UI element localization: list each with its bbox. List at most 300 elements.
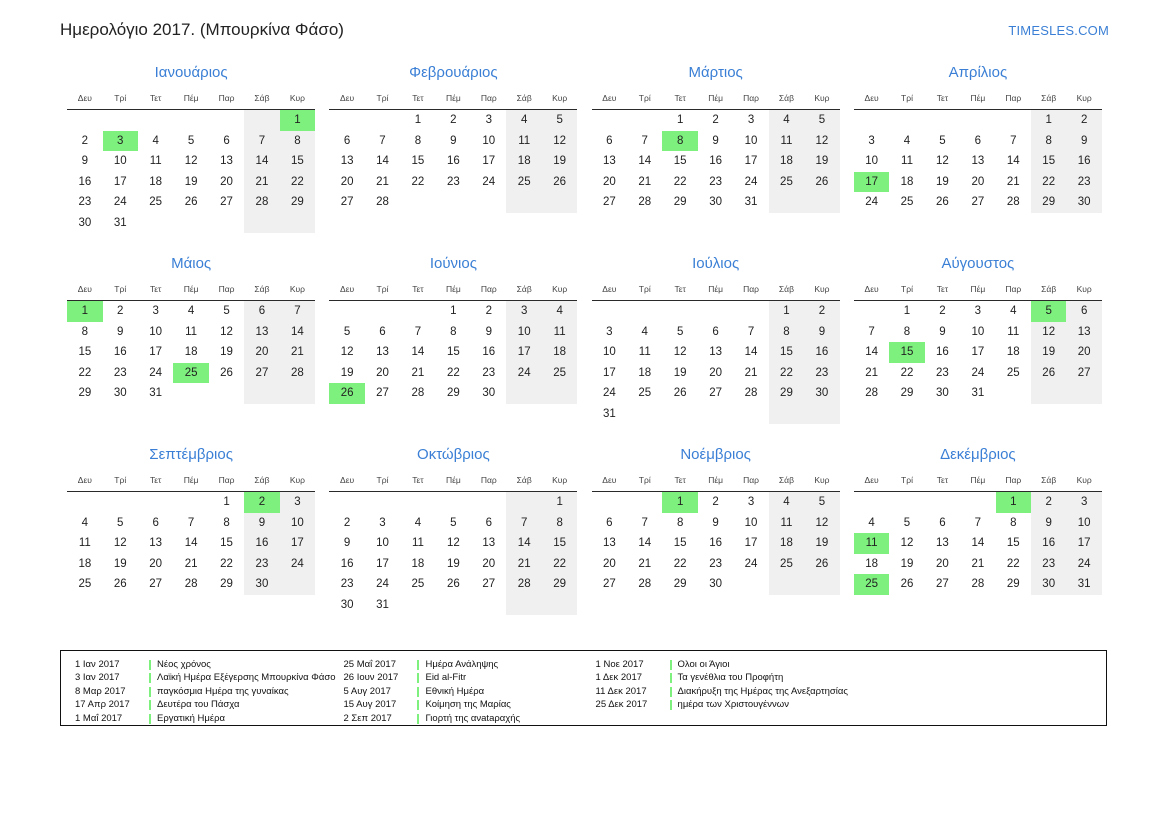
day-cell-holiday: 25 <box>854 574 889 595</box>
weekday-header: Κυρ <box>1066 91 1101 110</box>
day-cell: 20 <box>376 366 389 379</box>
week-row <box>854 574 1102 595</box>
day-cell-empty <box>592 301 627 322</box>
day-cell: 13 <box>376 346 389 359</box>
day-cell: 22 <box>446 366 460 379</box>
day-cell-empty <box>436 595 471 616</box>
week-row <box>592 110 840 131</box>
weekday-header: Δευ <box>329 91 364 110</box>
day-cell: 18 <box>149 175 163 188</box>
day-cell: 31 <box>602 407 616 420</box>
day-cell-empty <box>173 213 208 234</box>
week-row <box>854 492 1102 513</box>
month-table <box>329 282 577 404</box>
legend-date: 25 Μαΐ 2017 <box>343 659 396 670</box>
weekday-header: Δευ <box>854 91 889 110</box>
week-row <box>592 131 840 152</box>
day-cell-empty <box>854 110 889 131</box>
legend-color-swatch <box>670 660 672 670</box>
day-cell: 21 <box>376 175 389 188</box>
day-cell: 22 <box>1031 172 1066 193</box>
day-cell: 4 <box>414 516 422 529</box>
day-cell-empty <box>244 110 279 131</box>
weekday-header: Τετ <box>400 91 435 110</box>
day-cell-holiday: 1 <box>662 492 697 513</box>
month-table <box>854 473 1102 595</box>
day-cell: 23 <box>709 557 722 570</box>
day-cell: 29 <box>1031 192 1066 213</box>
day-cell: 3 <box>1066 492 1101 513</box>
day-cell: 11 <box>149 155 162 168</box>
day-cell: 21 <box>184 557 198 570</box>
day-cell: 30 <box>340 598 354 611</box>
week-row <box>67 383 315 404</box>
day-cell: 30 <box>113 387 127 400</box>
day-cell: 13 <box>1066 322 1101 343</box>
day-cell: 13 <box>244 322 279 343</box>
legend-holiday-name: Νέος χρόνος <box>157 659 211 670</box>
month-table <box>592 91 840 213</box>
weekday-header: Πέμ <box>698 282 733 301</box>
legend-color-swatch <box>149 714 151 724</box>
weekday-header: Σάβ <box>769 91 804 110</box>
day-cell: 27 <box>709 387 722 400</box>
day-cell: 21 <box>280 342 315 363</box>
day-cell: 15 <box>78 346 92 359</box>
day-cell: 7 <box>187 516 195 529</box>
week-row <box>329 322 577 343</box>
day-cell: 11 <box>185 325 198 338</box>
month-title: Ιούνιος <box>429 255 477 272</box>
month-title: Φεβρουάριος <box>409 64 498 81</box>
day-cell-empty <box>506 192 541 213</box>
day-cell: 6 <box>939 516 946 529</box>
day-cell: 28 <box>971 578 985 591</box>
legend-row <box>343 698 587 711</box>
day-cell: 25 <box>769 554 804 575</box>
day-cell: 15 <box>769 342 804 363</box>
day-cell: 15 <box>1006 537 1020 550</box>
day-cell: 25 <box>769 172 804 193</box>
weekday-header: Δευ <box>592 473 627 492</box>
legend-color-swatch <box>417 673 419 683</box>
week-row <box>67 151 315 172</box>
day-cell-empty <box>698 404 733 425</box>
day-cell: 17 <box>113 175 127 188</box>
day-cell-empty <box>627 110 662 131</box>
day-cell-empty <box>365 301 400 322</box>
day-cell: 2 <box>343 516 351 529</box>
week-row <box>329 574 577 595</box>
weekday-header: Κυρ <box>804 91 839 110</box>
day-cell-empty <box>365 492 400 513</box>
day-cell: 16 <box>709 537 722 550</box>
week-row <box>329 383 577 404</box>
day-cell: 13 <box>602 537 616 550</box>
day-cell: 9 <box>712 516 719 529</box>
week-row <box>67 554 315 575</box>
day-cell: 21 <box>638 175 652 188</box>
day-cell: 14 <box>184 537 198 550</box>
day-cell-empty <box>925 492 960 513</box>
legend-holiday-name: Ολοι οι Άγιοι <box>677 659 730 670</box>
day-cell: 7 <box>414 325 422 338</box>
day-cell: 16 <box>804 342 839 363</box>
day-cell: 31 <box>744 196 758 209</box>
day-cell-empty <box>889 110 924 131</box>
day-cell: 7 <box>747 325 755 338</box>
day-cell: 5 <box>117 516 124 529</box>
day-cell: 22 <box>673 557 687 570</box>
day-cell: 7 <box>280 301 315 322</box>
day-cell-empty <box>627 404 662 425</box>
day-cell: 12 <box>1031 322 1066 343</box>
month-title: Σεπτέμβριος <box>149 446 233 463</box>
day-cell: 16 <box>936 346 949 359</box>
day-cell: 7 <box>641 134 648 147</box>
month-title: Μάιος <box>171 255 212 272</box>
day-cell: 21 <box>744 366 758 379</box>
day-cell: 25 <box>411 578 425 591</box>
weekday-header: Κυρ <box>542 91 577 110</box>
day-cell: 22 <box>78 366 92 379</box>
week-row <box>67 110 315 131</box>
day-cell: 23 <box>1066 172 1101 193</box>
legend-holiday-name: Τα γενέθλια του Προφήτη <box>677 672 784 684</box>
month-block <box>67 64 315 233</box>
week-row <box>592 342 840 363</box>
weekday-header: Δευ <box>592 91 627 110</box>
day-cell: 3 <box>280 492 315 513</box>
weekday-header: Σάβ <box>1031 473 1066 492</box>
day-cell-empty <box>996 110 1031 131</box>
week-row <box>592 151 840 172</box>
weekday-header: Πέμ <box>698 473 733 492</box>
day-cell: 10 <box>971 325 985 338</box>
day-cell-empty <box>244 383 279 404</box>
legend-date: 17 Απρ 2017 <box>75 699 130 711</box>
legend-holiday-name: Εργατική Ημέρα <box>157 712 225 724</box>
day-cell: 3 <box>974 305 982 318</box>
day-cell: 19 <box>804 151 839 172</box>
month-block <box>592 446 840 615</box>
day-cell: 31 <box>1066 574 1101 595</box>
day-cell: 3 <box>485 114 492 127</box>
month-title: Μάρτιος <box>688 64 743 81</box>
weekday-header: Παρ <box>209 282 244 301</box>
day-cell: 3 <box>152 305 159 318</box>
weekday-header: Τετ <box>400 282 435 301</box>
day-cell-holiday: 26 <box>329 383 364 404</box>
day-cell: 18 <box>900 175 914 188</box>
day-cell: 5 <box>676 325 684 338</box>
weekday-header: Τρί <box>889 91 924 110</box>
week-row <box>67 513 315 534</box>
week-row <box>67 131 315 152</box>
day-cell: 12 <box>936 155 949 168</box>
day-cell: 31 <box>113 216 127 229</box>
day-cell: 5 <box>804 110 839 131</box>
day-cell-empty <box>698 301 733 322</box>
weekday-header: Παρ <box>733 473 768 492</box>
day-cell: 18 <box>184 346 198 359</box>
day-cell: 17 <box>506 342 541 363</box>
day-cell: 24 <box>506 363 541 384</box>
week-row <box>592 554 840 575</box>
day-cell: 29 <box>900 387 914 400</box>
day-cell: 2 <box>81 134 89 147</box>
month-table <box>67 282 315 404</box>
day-cell-holiday: 3 <box>103 131 138 152</box>
day-cell: 20 <box>709 366 722 379</box>
day-cell: 21 <box>506 554 541 575</box>
legend-date: 1 Νοε 2017 <box>595 659 644 670</box>
day-cell-empty <box>925 110 960 131</box>
day-cell: 9 <box>1066 131 1101 152</box>
day-cell: 24 <box>971 366 985 379</box>
week-row <box>854 172 1102 193</box>
week-row <box>67 533 315 554</box>
day-cell: 23 <box>804 363 839 384</box>
day-cell: 13 <box>340 155 354 168</box>
page-header <box>60 18 1109 48</box>
day-cell-empty <box>400 595 435 616</box>
day-cell: 21 <box>971 557 985 570</box>
week-row <box>854 151 1102 172</box>
day-cell: 6 <box>152 516 159 529</box>
day-cell: 16 <box>446 155 460 168</box>
day-cell-empty <box>329 492 364 513</box>
legend-date: 26 Ιουν 2017 <box>343 672 399 684</box>
day-cell: 27 <box>602 578 616 591</box>
legend-color-swatch <box>417 714 419 724</box>
day-cell: 25 <box>78 578 92 591</box>
day-cell: 24 <box>376 578 389 591</box>
week-row <box>592 363 840 384</box>
month-title: Νοέμβριος <box>680 446 751 463</box>
month-block <box>592 64 840 233</box>
day-cell: 11 <box>769 131 804 152</box>
month-title: Απρίλιος <box>948 64 1008 81</box>
day-cell: 18 <box>865 557 878 570</box>
day-cell-empty <box>365 110 400 131</box>
brand-link[interactable]: TIMESLES.COM <box>1008 23 1109 38</box>
day-cell: 24 <box>602 387 616 400</box>
day-cell: 7 <box>641 516 648 529</box>
week-row <box>854 301 1102 322</box>
weekday-header: Δευ <box>67 473 102 492</box>
day-cell: 4 <box>81 516 89 529</box>
weekday-header: Παρ <box>471 282 506 301</box>
weekday-header: Τρί <box>103 91 138 110</box>
day-cell: 2 <box>485 305 492 318</box>
legend-date: 5 Αυγ 2017 <box>343 685 391 697</box>
day-cell: 28 <box>376 196 389 209</box>
weekday-header: Σάβ <box>244 91 279 110</box>
day-cell: 15 <box>673 155 687 168</box>
day-cell: 7 <box>506 513 541 534</box>
month-block <box>329 64 577 233</box>
week-row <box>329 595 577 616</box>
day-cell: 30 <box>936 387 949 400</box>
day-cell: 26 <box>542 172 577 193</box>
day-cell: 17 <box>744 537 758 550</box>
day-cell: 1 <box>1031 110 1066 131</box>
week-row <box>329 513 577 534</box>
day-cell: 13 <box>149 537 163 550</box>
day-cell: 2 <box>117 305 124 318</box>
day-cell-empty <box>67 110 102 131</box>
day-cell: 1 <box>414 114 422 127</box>
day-cell: 12 <box>184 155 198 168</box>
day-cell: 29 <box>1006 578 1020 591</box>
day-cell-empty <box>627 301 662 322</box>
day-cell-empty <box>854 301 889 322</box>
weekday-header: Κυρ <box>280 282 315 301</box>
legend-row <box>343 671 587 684</box>
legend-color-swatch <box>417 660 419 670</box>
month-title: Αύγουστος <box>941 255 1015 272</box>
day-cell-holiday: 1 <box>67 301 102 322</box>
weekday-header: Τετ <box>662 473 697 492</box>
day-cell: 19 <box>936 175 949 188</box>
day-cell: 17 <box>376 557 389 570</box>
weekday-header: Τρί <box>627 282 662 301</box>
day-cell: 24 <box>482 175 496 188</box>
day-cell: 20 <box>149 557 163 570</box>
day-cell: 23 <box>1031 554 1066 575</box>
legend-row <box>75 698 335 711</box>
day-cell-empty <box>542 383 577 404</box>
week-row <box>854 322 1102 343</box>
day-cell: 10 <box>280 513 315 534</box>
day-cell: 12 <box>340 346 354 359</box>
weekday-header: Τρί <box>627 91 662 110</box>
day-cell: 11 <box>542 322 577 343</box>
month-block <box>854 446 1102 615</box>
weekday-header: Τετ <box>662 282 697 301</box>
weekday-header: Σάβ <box>769 473 804 492</box>
week-row <box>854 342 1102 363</box>
legend-color-swatch <box>149 673 151 683</box>
month-table <box>592 282 840 424</box>
legend-date: 11 Δεκ 2017 <box>595 685 647 697</box>
weekday-header: Δευ <box>592 282 627 301</box>
day-cell: 18 <box>542 342 577 363</box>
day-cell: 22 <box>542 554 577 575</box>
day-cell-holiday: 8 <box>662 131 697 152</box>
day-cell: 13 <box>936 537 949 550</box>
weekday-header: Δευ <box>329 282 364 301</box>
day-cell: 27 <box>149 578 163 591</box>
day-cell: 5 <box>450 516 457 529</box>
day-cell-empty <box>400 492 435 513</box>
day-cell: 18 <box>78 557 92 570</box>
day-cell-empty <box>733 404 768 425</box>
day-cell: 9 <box>81 155 89 168</box>
day-cell: 12 <box>542 131 577 152</box>
day-cell: 17 <box>149 346 163 359</box>
legend-column <box>335 658 587 725</box>
day-cell: 1 <box>769 301 804 322</box>
day-cell: 22 <box>280 172 315 193</box>
day-cell: 15 <box>280 151 315 172</box>
day-cell: 19 <box>673 366 687 379</box>
day-cell-holiday: 5 <box>1031 301 1066 322</box>
day-cell: 17 <box>280 533 315 554</box>
day-cell: 20 <box>340 175 354 188</box>
day-cell: 11 <box>769 513 804 534</box>
day-cell: 28 <box>1006 196 1020 209</box>
day-cell: 17 <box>482 155 496 168</box>
legend-color-swatch <box>417 700 419 710</box>
week-row <box>329 492 577 513</box>
legend-holiday-name: παγκόσμια Ημέρα της γυναίκας <box>157 685 289 697</box>
month-title: Ιανουάριος <box>154 64 228 81</box>
month-table <box>854 91 1102 213</box>
day-cell: 10 <box>744 134 758 147</box>
day-cell: 26 <box>220 366 233 379</box>
weekday-header: Τρί <box>103 282 138 301</box>
day-cell: 16 <box>482 346 496 359</box>
week-row <box>854 513 1102 534</box>
day-cell: 16 <box>709 155 722 168</box>
day-cell: 3 <box>747 496 755 509</box>
month-title: Οκτώβριος <box>417 446 490 463</box>
legend-holiday-name: ημέρα των Χριστουγέννων <box>677 699 789 711</box>
day-cell-empty <box>1031 383 1066 404</box>
week-row <box>67 172 315 193</box>
week-row <box>592 383 840 404</box>
day-cell: 18 <box>1006 346 1020 359</box>
week-row <box>592 301 840 322</box>
day-cell: 11 <box>901 155 913 168</box>
day-cell: 2 <box>1066 110 1101 131</box>
day-cell: 4 <box>187 305 195 318</box>
weekday-header: Πέμ <box>436 282 471 301</box>
day-cell: 24 <box>280 554 315 575</box>
week-row <box>329 301 577 322</box>
month-block <box>67 255 315 424</box>
day-cell: 23 <box>936 366 949 379</box>
day-cell: 30 <box>244 574 279 595</box>
day-cell: 20 <box>482 557 496 570</box>
day-cell: 13 <box>482 537 496 550</box>
weekday-header: Σάβ <box>1031 282 1066 301</box>
day-cell: 16 <box>113 346 127 359</box>
day-cell: 14 <box>244 151 279 172</box>
day-cell: 28 <box>184 578 198 591</box>
week-row <box>854 383 1102 404</box>
weekday-header: Σάβ <box>244 282 279 301</box>
day-cell: 9 <box>804 322 839 343</box>
day-cell-empty <box>329 110 364 131</box>
day-cell-empty <box>592 110 627 131</box>
day-cell-empty <box>103 492 138 513</box>
day-cell: 11 <box>506 131 541 152</box>
day-cell: 31 <box>376 598 389 611</box>
day-cell: 18 <box>769 533 804 554</box>
day-cell-empty <box>996 383 1031 404</box>
day-cell: 4 <box>868 516 875 529</box>
weekday-header: Παρ <box>996 91 1031 110</box>
weekday-header: Σάβ <box>506 282 541 301</box>
day-cell: 30 <box>1031 574 1066 595</box>
day-cell: 17 <box>602 366 616 379</box>
week-row <box>592 192 840 213</box>
day-cell-holiday: 2 <box>244 492 279 513</box>
legend-holiday-name: Διακήρυξη της Ημέρας της Ανεξαρτησίας <box>677 685 848 697</box>
